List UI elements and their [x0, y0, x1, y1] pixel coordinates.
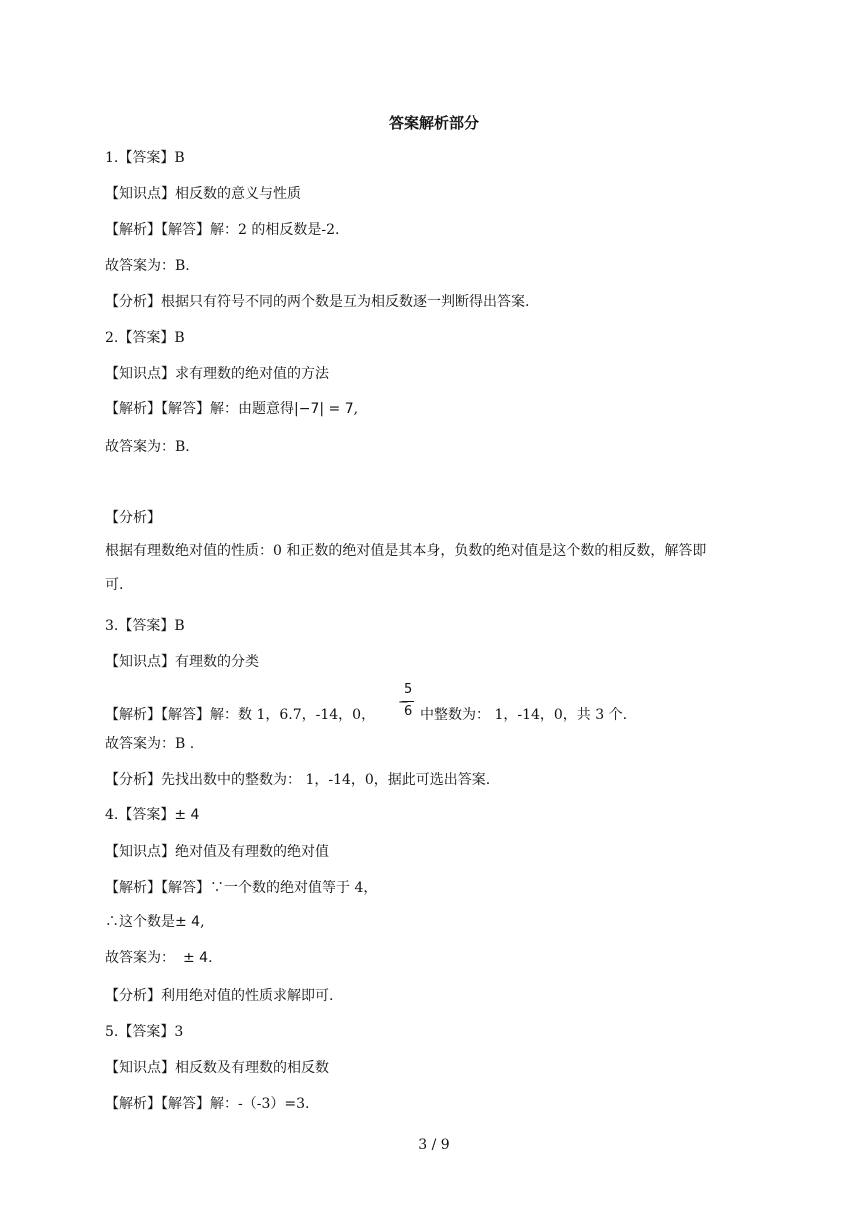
- q2-analysis-text: 【解析】【解答】解：由题意得: [105, 401, 294, 417]
- q5-analysis: 【解析】【解答】解：-（-3）=3.: [105, 1096, 310, 1112]
- q4-therefore-value: ± 4: [175, 914, 201, 930]
- q4-conclusion-tail: .: [208, 950, 213, 966]
- fraction-bar: [402, 701, 414, 702]
- section-title: 答案解析部分: [388, 114, 479, 132]
- q1-explanation: 【分析】根据只有符号不同的两个数是互为相反数逐一判断得出答案.: [105, 294, 530, 310]
- q3-knowledge: 【知识点】有理数的分类: [105, 654, 259, 670]
- q3-analysis-tail: 中整数为： 1，-14，0，共 3 个.: [420, 707, 628, 723]
- q2-explanation-line-1: 根据有理数绝对值的性质：0 和正数的绝对值是其本身，负数的绝对值是这个数的相反数，解答即: [105, 543, 707, 559]
- q2-explanation-line-2: 可.: [105, 577, 124, 593]
- q4-answer-label: 4.【答案】: [105, 807, 175, 823]
- q4-conclusion-value: ± 4: [183, 950, 209, 966]
- q4-therefore-tail: ,: [200, 914, 205, 930]
- q3-analysis-text: 【解析】【解答】解：数 1，6.7，-14，0，: [105, 707, 376, 723]
- q5-knowledge: 【知识点】相反数及有理数的相反数: [105, 1060, 329, 1076]
- page-number: 3 / 9: [418, 1137, 450, 1153]
- q4-conclusion-text: 故答案为：: [105, 950, 175, 966]
- q2-analysis-tail: ,: [353, 401, 359, 417]
- q2-conclusion: 故答案为：B.: [105, 439, 190, 455]
- q4-analysis: 【解析】【解答】∵一个数的绝对值等于 4，: [105, 880, 378, 896]
- q4-answer-value: ± 4: [174, 807, 200, 823]
- q3-conclusion: 故答案为：B .: [105, 736, 195, 752]
- q2-knowledge: 【知识点】求有理数的绝对值的方法: [105, 366, 329, 382]
- q1-answer: 1.【答案】B: [105, 150, 185, 166]
- q2-answer: 2.【答案】B: [105, 330, 185, 346]
- q1-knowledge: 【知识点】相反数的意义与性质: [105, 186, 301, 202]
- q3-explanation: 【分析】先找出数中的整数为： 1，-14，0，据此可选出答案.: [105, 772, 491, 788]
- q1-conclusion: 故答案为：B.: [105, 258, 190, 274]
- q5-answer: 5.【答案】3: [105, 1024, 184, 1040]
- q2-explanation: [105, 534, 765, 602]
- q1-analysis: 【解析】【解答】解：2 的相反数是-2.: [105, 222, 340, 238]
- q3-answer: 3.【答案】B: [105, 618, 185, 634]
- fraction-numerator: 5: [404, 682, 413, 697]
- q4-therefore: [105, 912, 205, 932]
- fraction-minus-sign: −: [398, 695, 409, 710]
- q4-answer: [105, 805, 199, 825]
- q4-conclusion: [105, 948, 213, 968]
- q4-knowledge: 【知识点】绝对值及有理数的绝对值: [105, 844, 329, 860]
- fraction-denominator: 6: [404, 704, 413, 719]
- q4-therefore-text: ∴这个数是: [105, 914, 175, 930]
- q2-analysis: [105, 399, 358, 419]
- q2-abs-formula: |−7| = 7: [294, 401, 354, 417]
- q4-explanation: 【分析】利用绝对值的性质求解即可.: [105, 988, 334, 1004]
- q2-explanation-label: 【分析】: [105, 510, 161, 526]
